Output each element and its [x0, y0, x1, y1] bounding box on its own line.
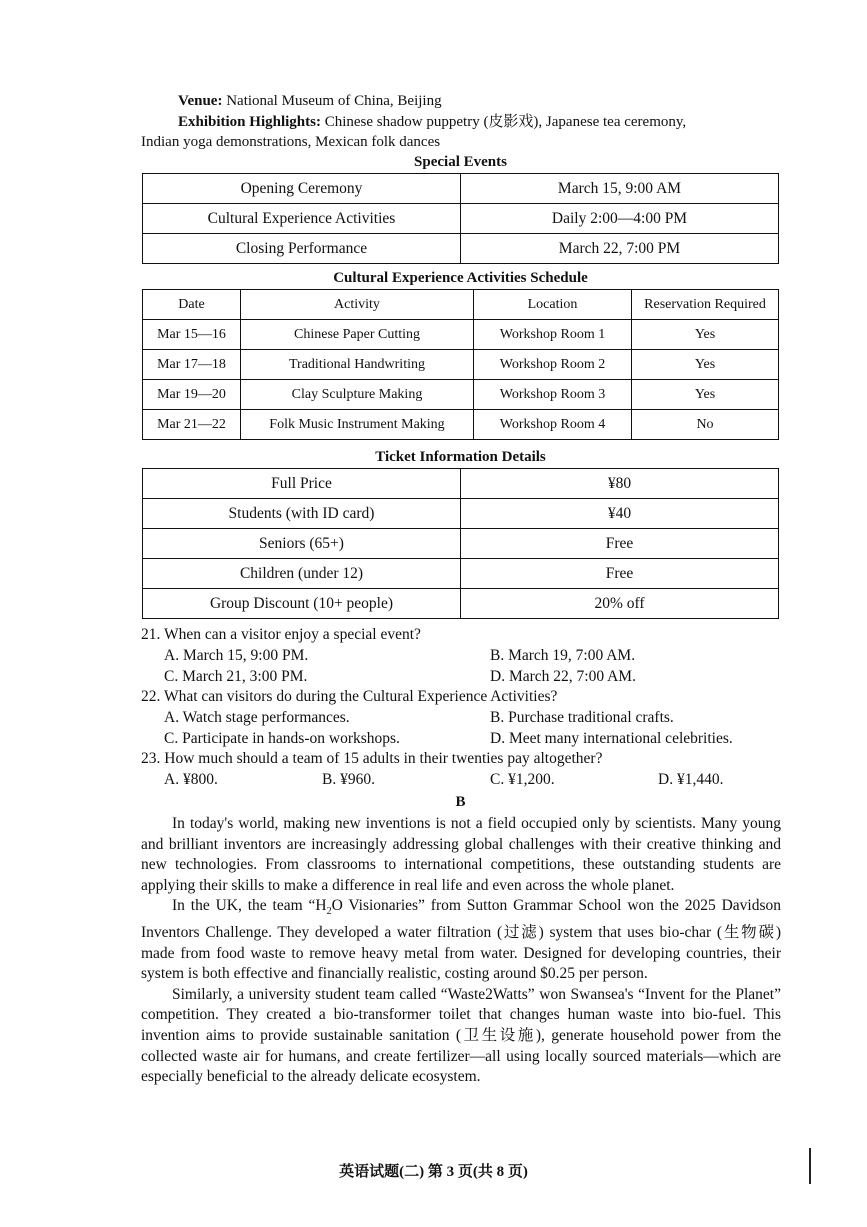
passage-paragraph-1: In today's world, making new inventions is not a field occupied only by scientists. Many young and brilliant inventors are increasingly addressing global challenges with their creative thinking and new technologies. From classrooms to international competitions, these outstanding students are applying their skills to make a difference in real life and even across the whole planet. — [141, 815, 781, 894]
passage-paragraph-2-rest: O Visionaries” from Sutton Grammar School won the 2025 Davidson Inventors Challenge. They developed a water filtration (过滤) system that uses bio-char (生物碳) made from food waste to remove heavy metal from water. Designed for developing countries, their system is both effective and financially realistic, costing around $0.25 per person. — [141, 897, 782, 983]
passage-paragraph-3: Similarly, a university student team called “Waste2Watts” won Swansea's “Invent for the Planet” competition. They created a bio-transformer toilet that changes human waste into bio-fuel. This invention aims to provide sustainable sanitation (卫生设施), generate household power from the collected waste air for humans, and create fertilizer—all using locally sourced materials—which are especially beneficial to the already delicate ecosystem. — [141, 985, 781, 1086]
table-row — [143, 499, 779, 529]
venue-text: National Museum of China, Beijing — [222, 93, 442, 109]
table-cell: No — [632, 410, 779, 440]
question-21-option-b: B. March 19, 7:00 AM. — [490, 647, 636, 664]
question-21-option-d: D. March 22, 7:00 AM. — [490, 668, 636, 685]
table-cell: Cultural Experience Activities — [143, 204, 461, 234]
table-row — [143, 204, 779, 234]
table-cell: Workshop Room 1 — [474, 320, 632, 350]
table-cell: Mar 15—16 — [143, 320, 241, 350]
table-cell: Traditional Handwriting — [241, 350, 474, 380]
table-cell: Children (under 12) — [143, 559, 461, 589]
page-footer: 英语试题(二) 第 3 页(共 8 页) — [339, 1164, 528, 1180]
question-21-option-a: A. March 15, 9:00 PM. — [164, 647, 309, 664]
passage-paragraph-2-start: In the UK, the team “H — [172, 897, 327, 915]
table-cell: Mar 19—20 — [143, 380, 241, 410]
table-cell: Mar 17—18 — [143, 350, 241, 380]
table-row — [143, 380, 779, 410]
question-23-option-d: D. ¥1,440. — [658, 771, 724, 788]
highlights-line-1 — [178, 112, 686, 132]
section-b-letter: B — [455, 794, 466, 810]
margin-mark — [809, 1148, 811, 1184]
table-cell: Workshop Room 4 — [474, 410, 632, 440]
tickets-table — [142, 468, 779, 619]
table-header-cell: Location — [474, 290, 632, 320]
passage-b — [141, 814, 781, 1088]
table-header-cell: Activity — [241, 290, 474, 320]
table-cell: Free — [461, 529, 779, 559]
table-cell: March 22, 7:00 PM — [461, 234, 779, 264]
venue-label: Venue: — [178, 93, 223, 109]
table-cell: ¥40 — [461, 499, 779, 529]
table-cell: Seniors (65+) — [143, 529, 461, 559]
schedule-title: Cultural Experience Activities Schedule — [333, 270, 588, 286]
venue-line — [178, 91, 442, 111]
table-row — [143, 410, 779, 440]
passage-paragraph-2 — [141, 896, 781, 984]
special-events-title: Special Events — [414, 154, 507, 170]
table-cell: Full Price — [143, 469, 461, 499]
special-events-table — [142, 173, 779, 264]
highlights-text-1: Chinese shadow puppetry (皮影戏), Japanese tea ceremony, — [320, 114, 687, 130]
table-cell: Yes — [632, 320, 779, 350]
table-cell: Daily 2:00—4:00 PM — [461, 204, 779, 234]
table-cell: 20% off — [461, 589, 779, 619]
question-23-stem: 23. How much should a team of 15 adults in their twenties pay altogether? — [141, 750, 603, 767]
table-cell: Opening Ceremony — [143, 174, 461, 204]
table-cell: Mar 21—22 — [143, 410, 241, 440]
table-cell: Chinese Paper Cutting — [241, 320, 474, 350]
question-22-option-d: D. Meet many international celebrities. — [490, 730, 733, 747]
question-21-option-c: C. March 21, 3:00 PM. — [164, 668, 308, 685]
table-row — [143, 350, 779, 380]
table-row — [143, 589, 779, 619]
table-row — [143, 234, 779, 264]
table-row — [143, 320, 779, 350]
question-22-stem: 22. What can visitors do during the Cultural Experience Activities? — [141, 688, 558, 705]
question-23-option-b: B. ¥960. — [322, 771, 375, 788]
table-row — [143, 469, 779, 499]
table-header-cell: Reservation Required — [632, 290, 779, 320]
table-row — [143, 559, 779, 589]
table-cell: March 15, 9:00 AM — [461, 174, 779, 204]
table-row — [143, 529, 779, 559]
tickets-title: Ticket Information Details — [375, 449, 546, 465]
question-22-option-c: C. Participate in hands-on workshops. — [164, 730, 400, 747]
table-header-row — [143, 290, 779, 320]
highlights-label: Exhibition Highlights: — [178, 114, 321, 130]
table-cell: Students (with ID card) — [143, 499, 461, 529]
table-cell: Group Discount (10+ people) — [143, 589, 461, 619]
table-cell: Workshop Room 3 — [474, 380, 632, 410]
schedule-table — [142, 289, 779, 440]
table-cell: ¥80 — [461, 469, 779, 499]
table-cell: Clay Sculpture Making — [241, 380, 474, 410]
table-cell: Yes — [632, 350, 779, 380]
table-cell: Folk Music Instrument Making — [241, 410, 474, 440]
table-row — [143, 174, 779, 204]
question-22-option-b: B. Purchase traditional crafts. — [490, 709, 674, 726]
question-21-stem: 21. When can a visitor enjoy a special event? — [141, 626, 421, 643]
table-header-cell: Date — [143, 290, 241, 320]
subscript-two: 2 — [326, 906, 332, 918]
table-cell: Free — [461, 559, 779, 589]
question-23-option-a: A. ¥800. — [164, 771, 218, 788]
question-23-option-c: C. ¥1,200. — [490, 771, 555, 788]
table-cell: Workshop Room 2 — [474, 350, 632, 380]
highlights-line-2: Indian yoga demonstrations, Mexican folk dances — [141, 134, 441, 150]
table-cell: Closing Performance — [143, 234, 461, 264]
question-22-option-a: A. Watch stage performances. — [164, 709, 350, 726]
table-cell: Yes — [632, 380, 779, 410]
